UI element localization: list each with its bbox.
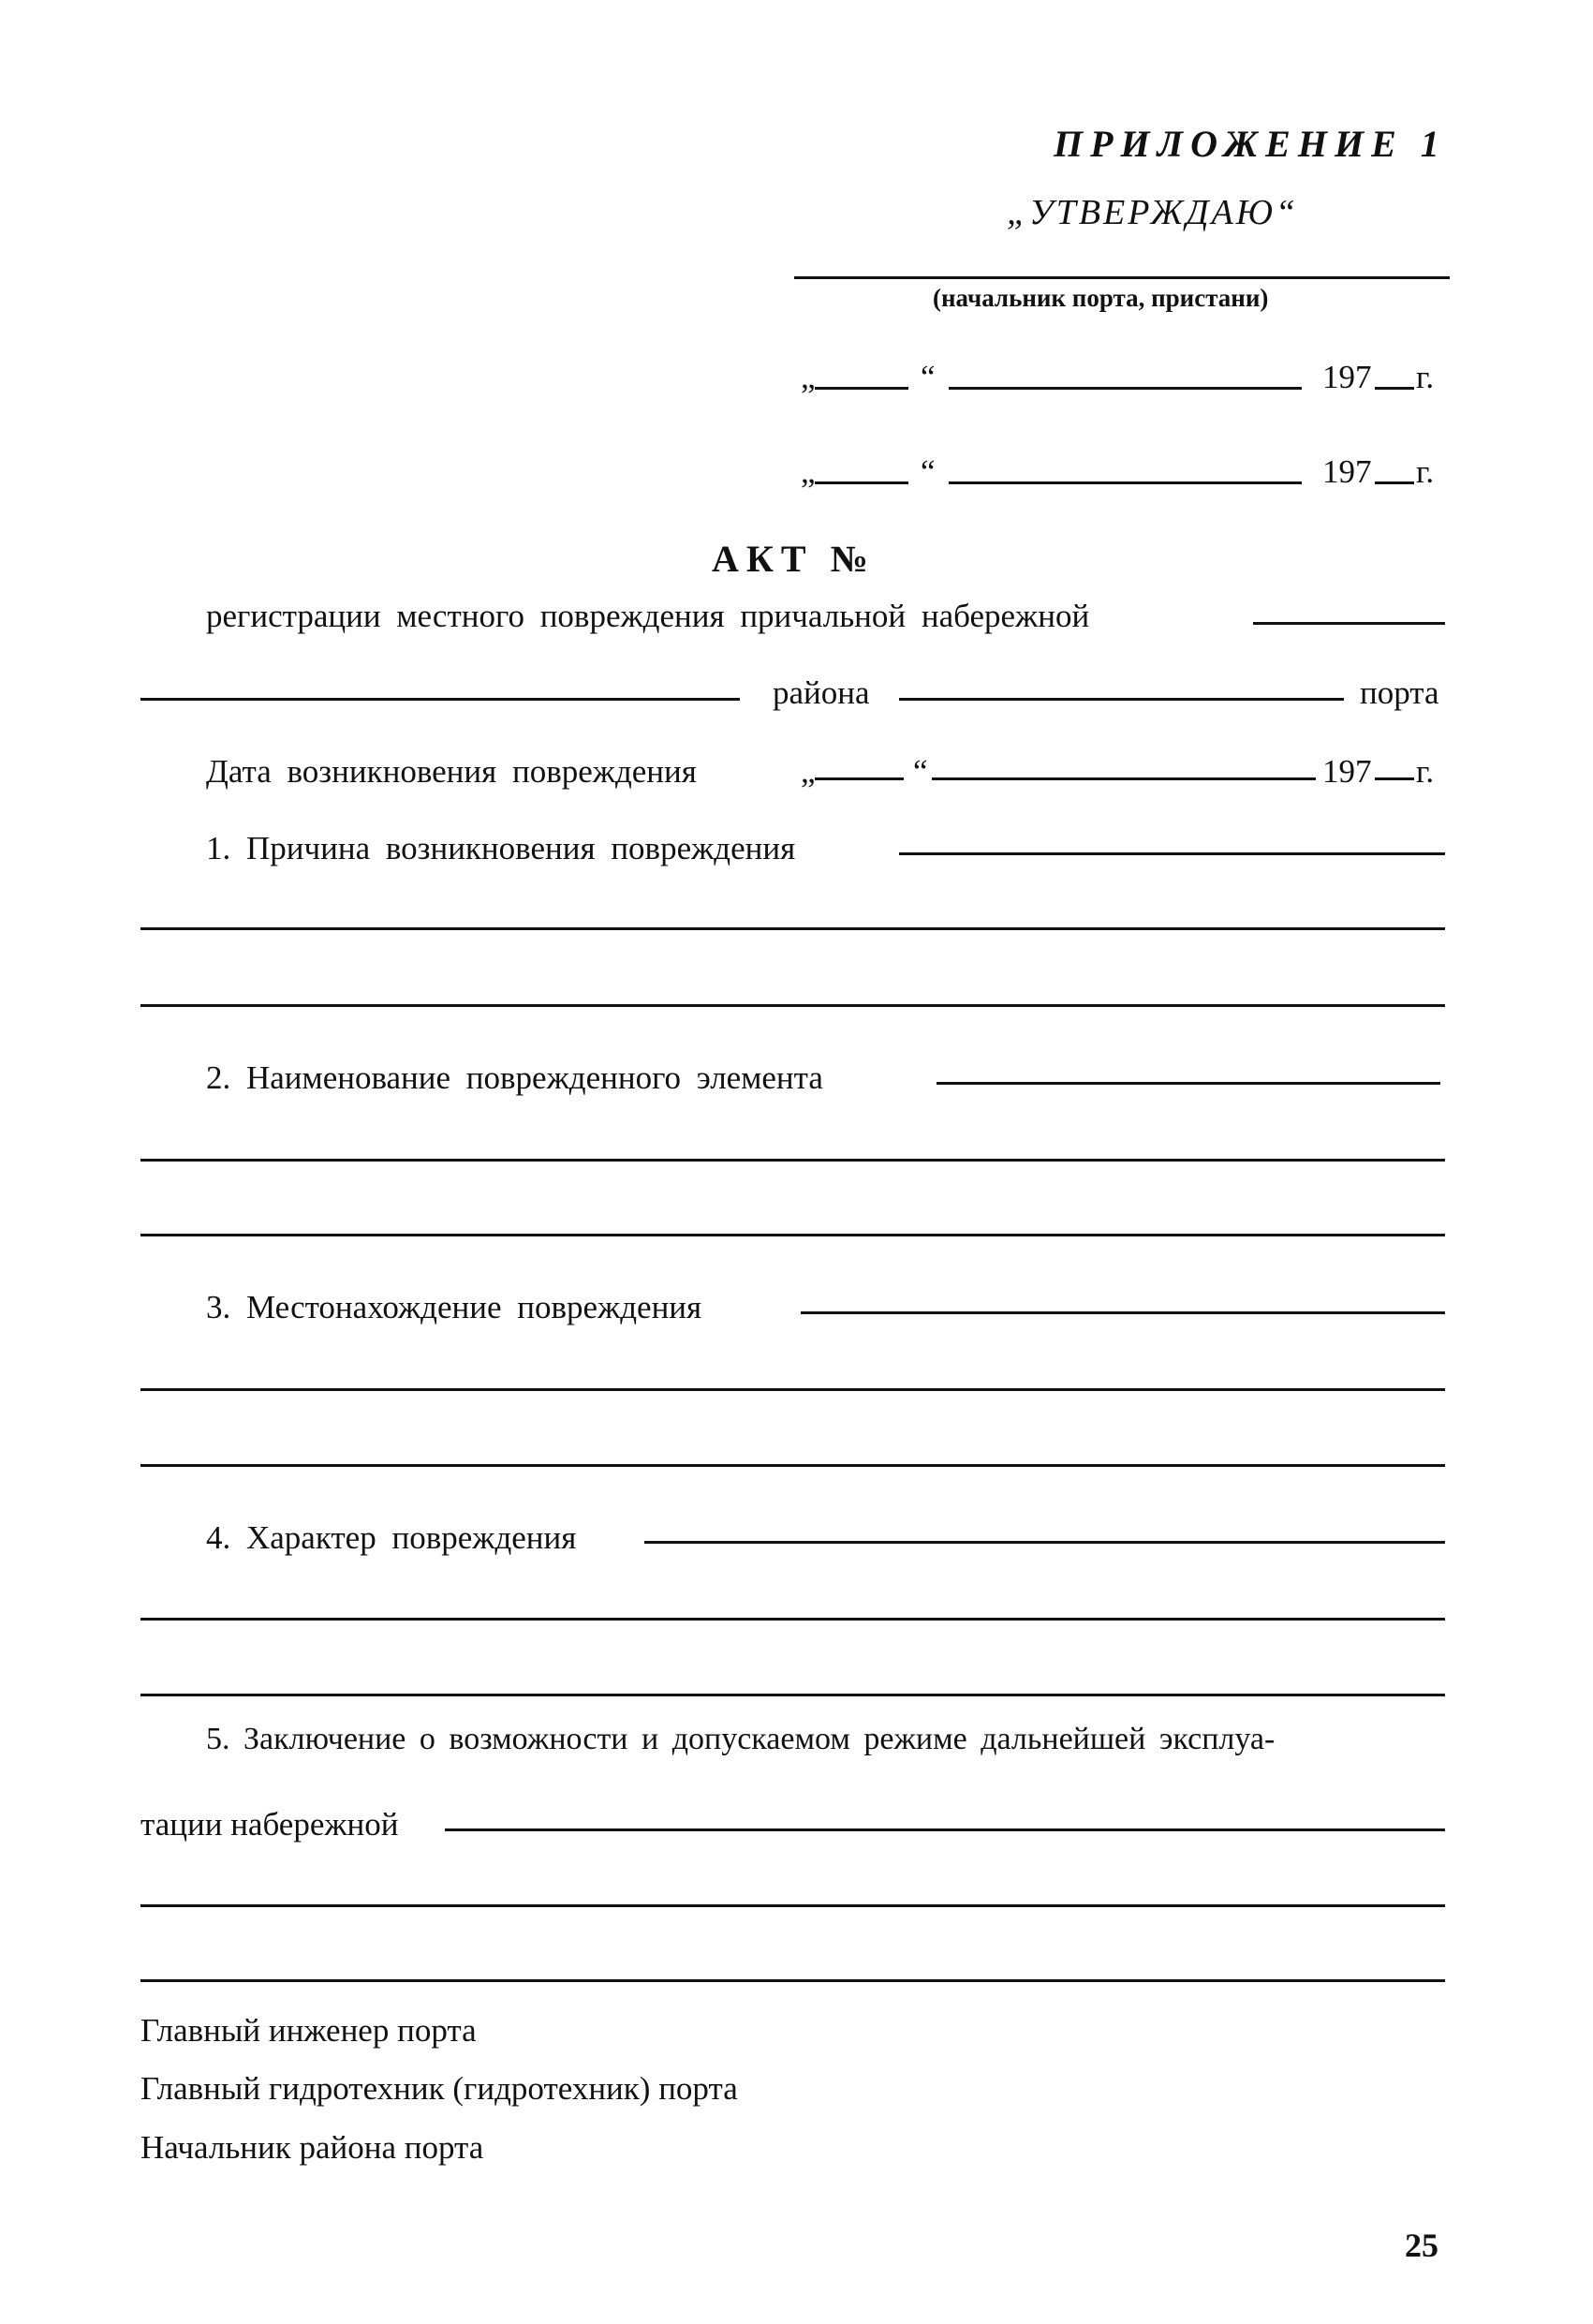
year-suffix: г. — [1416, 453, 1435, 490]
day-blank — [815, 387, 908, 390]
year-blank — [1375, 387, 1414, 390]
appendix-label: ПРИЛОЖЕНИЕ 1 — [1054, 123, 1447, 165]
signature-line — [794, 276, 1450, 279]
item-character-label: 4. Характер повреждения — [206, 1519, 577, 1556]
month-blank — [949, 387, 1302, 390]
answer-line — [899, 852, 1445, 855]
answer-line — [140, 1388, 1445, 1391]
item-cause-label: 1. Причина возникновения повреждения — [206, 830, 796, 866]
act-subtitle: регистрации местного повреждения причальной набережной — [206, 598, 1090, 634]
position-caption: (начальник порта, пристани) — [933, 284, 1269, 312]
day-blank — [815, 777, 904, 780]
year-blank — [1375, 481, 1414, 484]
open-quote: „ — [801, 753, 816, 790]
year-suffix: г. — [1416, 753, 1435, 790]
page-number: 25 — [1405, 2227, 1438, 2264]
port-label: порта — [1360, 674, 1439, 711]
item-conclusion-label-continued: тации набережной — [140, 1806, 399, 1843]
year-blank — [1375, 777, 1414, 780]
year-prefix: 197 — [1322, 753, 1372, 790]
answer-line — [140, 1979, 1445, 1982]
year-prefix: 197 — [1322, 359, 1372, 395]
answer-line — [140, 1464, 1445, 1467]
day-blank — [815, 481, 908, 484]
item-conclusion-label: 5. Заключение о возможности и допускаемом режиме дальнейшей эксплуа- — [206, 1722, 1276, 1756]
answer-line — [140, 1694, 1445, 1696]
answer-line — [644, 1541, 1445, 1544]
answer-line — [140, 1904, 1445, 1907]
answer-line — [140, 1004, 1445, 1007]
close-quote: “ — [913, 753, 928, 790]
answer-line — [140, 1618, 1445, 1621]
answer-line — [937, 1082, 1440, 1085]
answer-line — [140, 1234, 1445, 1236]
answer-line — [140, 1159, 1445, 1162]
month-blank — [949, 481, 1302, 484]
answer-line — [445, 1828, 1445, 1831]
open-quote: „ — [801, 359, 816, 395]
item-element-label: 2. Наименование поврежденного элемента — [206, 1059, 823, 1096]
district-blank — [899, 698, 1344, 701]
item-location-label: 3. Местонахождение повреждения — [206, 1289, 702, 1325]
act-title: АКТ № — [712, 538, 876, 580]
district-label: района — [773, 674, 870, 711]
open-quote: „ — [801, 453, 816, 490]
year-prefix: 197 — [1322, 453, 1372, 490]
close-quote: “ — [921, 453, 936, 490]
answer-line — [140, 927, 1445, 930]
answer-line — [801, 1311, 1445, 1314]
signature-district-head: Начальник района порта — [140, 2129, 484, 2166]
embankment-name-blank — [140, 698, 740, 701]
damage-date-label: Дата возникновения повреждения — [206, 753, 697, 790]
approve-stamp: „УТВЕРЖДАЮ“ — [1007, 193, 1299, 232]
signature-chief-hydrotechnician: Главный гидротехник (гидротехник) порта — [140, 2070, 738, 2107]
embankment-name-blank — [1253, 622, 1445, 625]
month-blank — [932, 777, 1316, 780]
signature-chief-engineer: Главный инженер порта — [140, 2012, 477, 2049]
year-suffix: г. — [1416, 359, 1435, 395]
close-quote: “ — [921, 359, 936, 395]
